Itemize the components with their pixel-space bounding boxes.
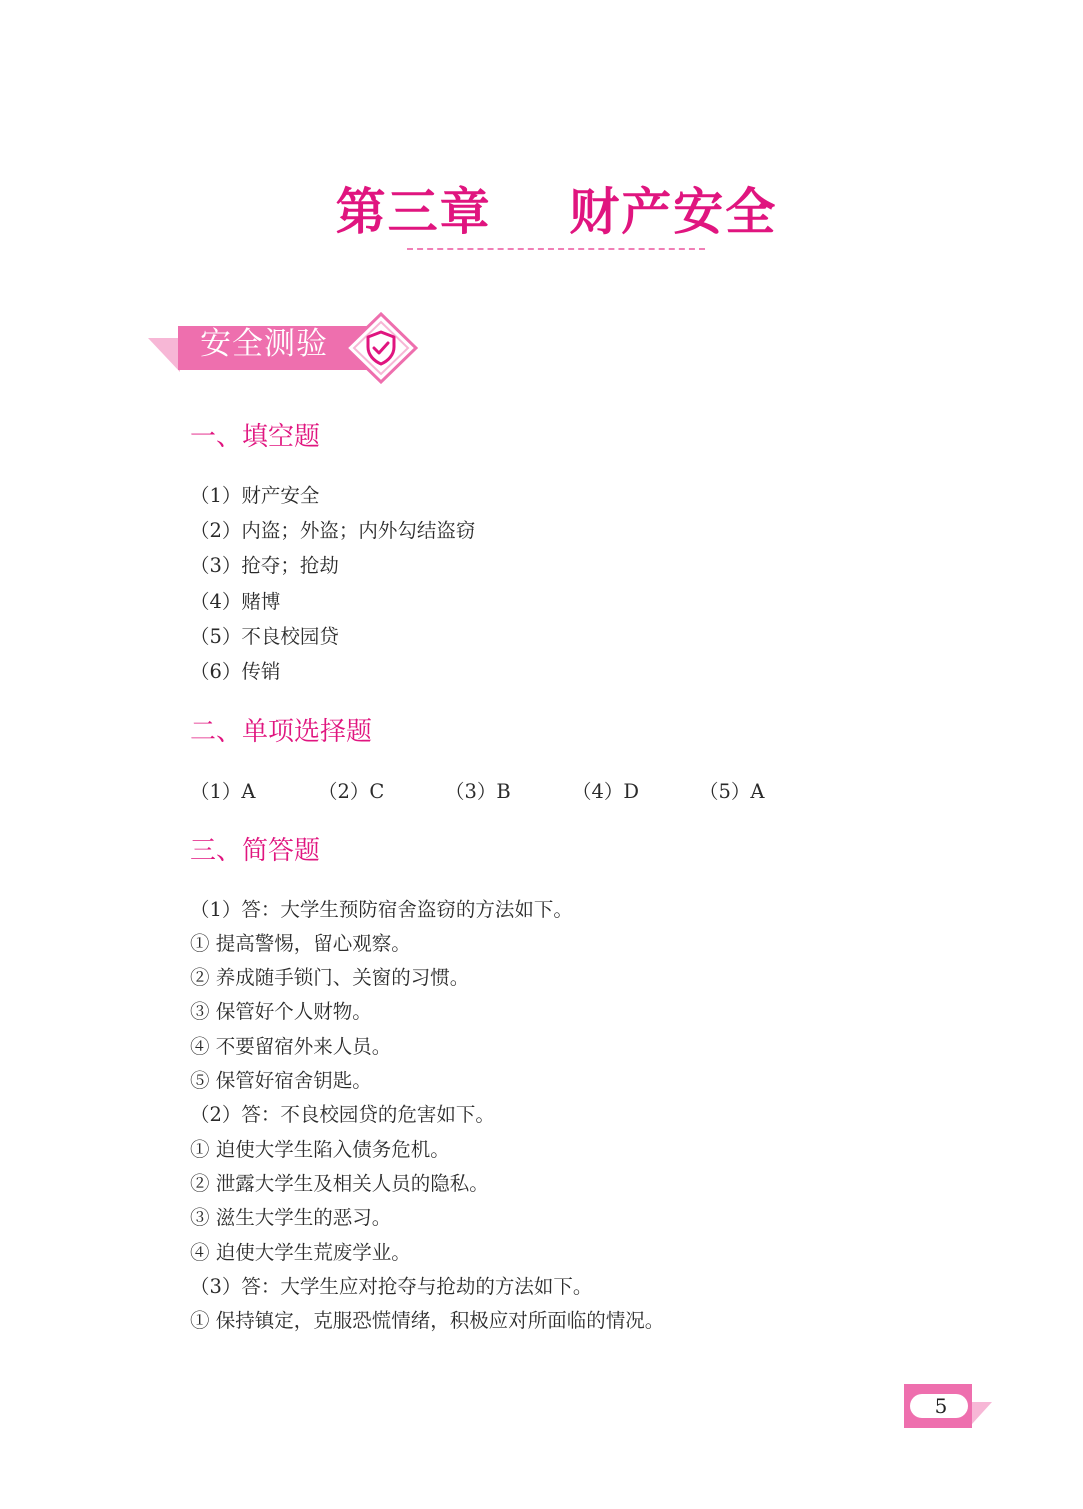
title-underline: [407, 248, 705, 250]
heading-fill-blank: 一、填空题: [190, 422, 321, 452]
answer-line: ④ 迫使大学生荒废学业。: [190, 1241, 411, 1264]
answer-line: ① 迫使大学生陷入债务危机。: [190, 1138, 450, 1161]
choice-answer: （2）C: [318, 780, 385, 803]
list-item: （6）传销: [190, 660, 281, 683]
answer-line: ① 提高警惕，留心观察。: [190, 932, 411, 955]
answer-line: ③ 滋生大学生的恶习。: [190, 1206, 392, 1229]
choice-answers: [190, 778, 830, 806]
choice-answer: （4）D: [572, 780, 640, 803]
banner-label: 安全测验: [200, 326, 328, 362]
answer-line: ① 保持镇定，克服恐慌情绪，积极应对所面临的情况。: [190, 1309, 665, 1332]
page-number-tab: [904, 1384, 994, 1430]
answer-line: （1）答：大学生预防宿舍盗窃的方法如下。: [190, 898, 573, 921]
choice-answer: （5）A: [699, 780, 765, 803]
answer-line: ④ 不要留宿外来人员。: [190, 1035, 392, 1058]
chapter-title: 第三章 财产安全: [335, 183, 778, 241]
heading-single-choice: 二、单项选择题: [190, 717, 373, 747]
answer-line: ⑤ 保管好宿舍钥匙。: [190, 1069, 372, 1092]
answer-line: ② 养成随手锁门、关窗的习惯。: [190, 966, 470, 989]
choice-answer: （3）B: [445, 780, 511, 803]
list-item: （1）财产安全: [190, 484, 320, 507]
section-banner: [148, 312, 418, 384]
choice-answer: （1）A: [190, 780, 256, 803]
list-item: （4）赌博: [190, 590, 281, 613]
answer-line: ② 泄露大学生及相关人员的隐私。: [190, 1172, 489, 1195]
heading-short-answer: 三、简答题: [190, 836, 321, 866]
answer-line: （2）答：不良校园贷的危害如下。: [190, 1103, 495, 1126]
answer-line: （3）答：大学生应对抢夺与抢劫的方法如下。: [190, 1275, 593, 1298]
list-item: （5）不良校园贷: [190, 625, 339, 648]
list-item: （2）内盗；外盗；内外勾结盗窃: [190, 519, 476, 542]
list-item: （3）抢夺；抢劫: [190, 554, 339, 577]
answer-line: ③ 保管好个人财物。: [190, 1000, 372, 1023]
shield-check-icon: [361, 328, 401, 368]
page-number: 5: [934, 1394, 948, 1418]
